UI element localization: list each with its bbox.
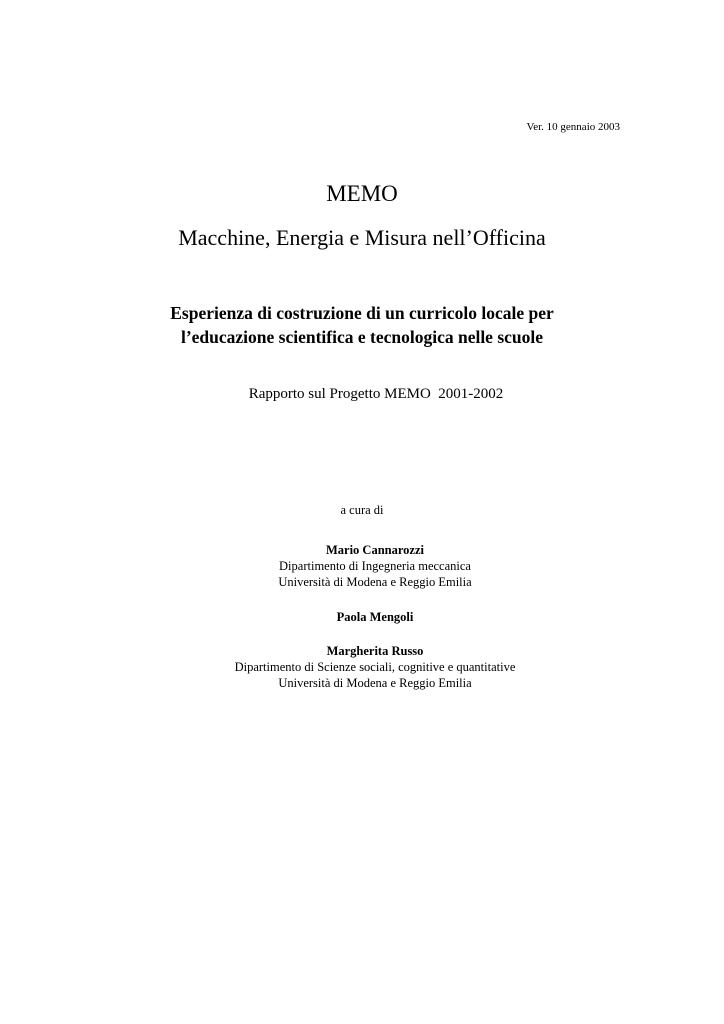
experience-title-line-2: l’educazione scientifica e tecnologica nelle scuole [180, 327, 544, 347]
author-name: Margherita Russo [326, 644, 424, 658]
author-department: Dipartimento di Scienze sociali, cognitive e quantitative [234, 660, 516, 674]
author-block-paola-mengoli [0, 609, 724, 625]
author-university: Università di Modena e Reggio Emilia [278, 676, 472, 690]
report-title: Rapporto sul Progetto MEMO 2001-2002 [248, 386, 504, 402]
experience-title [0, 301, 724, 349]
author-block-mario-cannarozzi [0, 542, 724, 590]
author-name: Mario Cannarozzi [325, 543, 425, 557]
author-block-margherita-russo [0, 643, 724, 691]
version-date: Ver. 10 gennaio 2003 [526, 121, 620, 133]
author-department: Dipartimento di Ingegneria meccanica [279, 559, 471, 573]
curated-by-label: a cura di [340, 503, 384, 517]
document-acronym-title: MEMO [326, 181, 398, 206]
document-subtitle: Macchine, Energia e Misura nell’Officina [178, 225, 546, 250]
experience-title-line-1: Esperienza di costruzione di un curricolo locale per [170, 303, 554, 323]
author-university: Università di Modena e Reggio Emilia [278, 575, 472, 589]
author-name: Paola Mengoli [336, 610, 414, 624]
